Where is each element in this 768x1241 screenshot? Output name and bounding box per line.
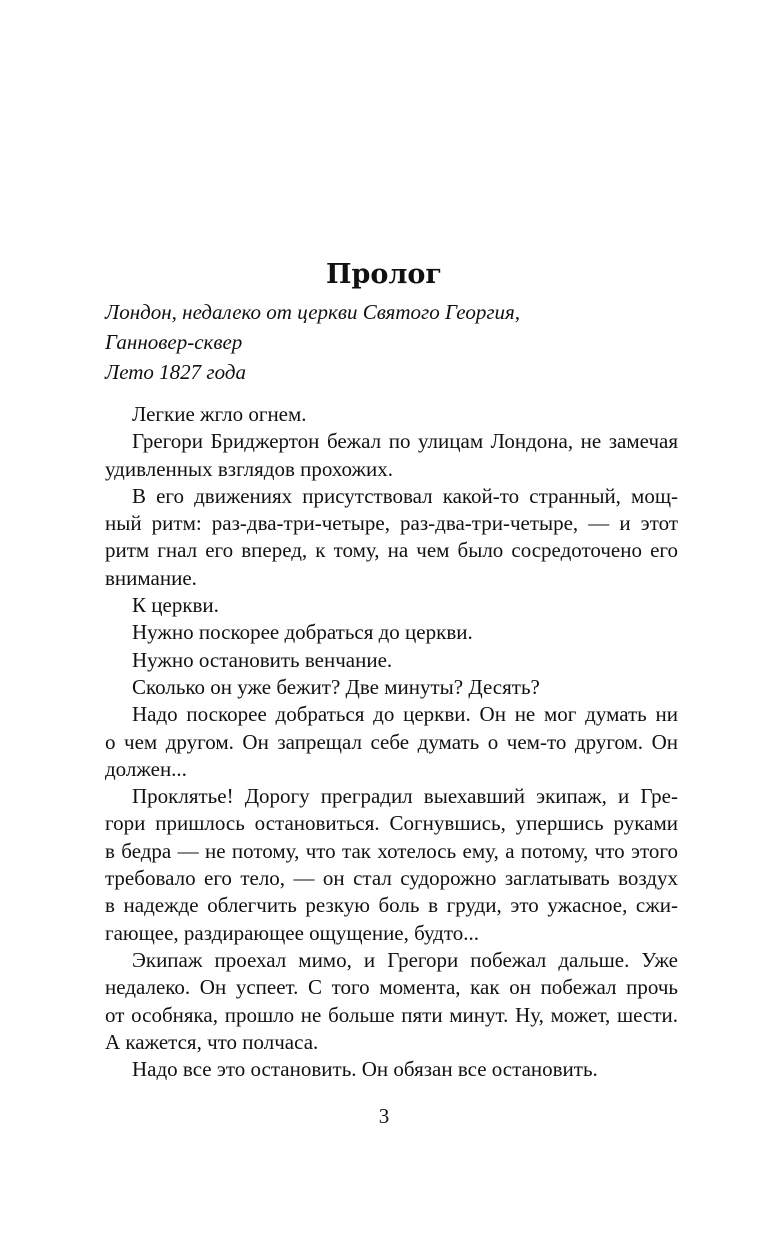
- text-line: удивленных взглядов прохожих.: [105, 456, 394, 481]
- text-line: Экипаж проехал мимо, и Грегори побежал дальше. Уже: [132, 947, 678, 972]
- text-line: должен...: [105, 756, 187, 781]
- epigraph-line: Ганновер-сквер: [105, 330, 243, 354]
- epigraph-line: Лето 1827 года: [105, 360, 246, 384]
- text-line: Надо все это остановить. Он обязан все остановить.: [132, 1057, 598, 1082]
- paragraph: [105, 619, 678, 646]
- paragraph: [105, 401, 678, 428]
- text-line: Грегори Бриджертон бежал по улицам Лондона, не замечая: [132, 429, 678, 454]
- paragraph: [105, 701, 678, 783]
- text-line: Проклятье! Дорогу преградил выехавший экипаж, и Гре-: [132, 784, 678, 809]
- paragraph: [105, 1056, 678, 1083]
- text-line: внимание.: [105, 565, 197, 590]
- text-line: ный ритм: раз-два-три-четыре, раз-два-три-четыре, — и этот: [105, 511, 678, 536]
- text-line: ритм гнал его вперед, к тому, на чем было сосредоточено его: [105, 538, 678, 563]
- epigraph: [105, 297, 665, 387]
- text-line: о чем другом. Он запрещал себе думать о чем-то другом. Он: [105, 729, 678, 754]
- paragraph: [105, 674, 678, 701]
- paragraph: [105, 647, 678, 674]
- text-line: Нужно остановить венчание.: [132, 647, 393, 672]
- paragraph: [105, 483, 678, 592]
- body-text: [105, 401, 678, 1083]
- text-line: в надежде облегчить резкую боль в груди, это ужасное, сжи-: [105, 893, 678, 918]
- text-line: Легкие жгло огнем.: [132, 402, 307, 426]
- text-line: от особняка, прошло не больше пяти минут. Ну, может, шести.: [105, 1002, 678, 1027]
- text-line: гающее, раздирающее ощущение, будто...: [105, 920, 480, 945]
- paragraph: [105, 428, 678, 483]
- text-line: А кажется, что полчаса.: [105, 1029, 319, 1054]
- epigraph-line: Лондон, недалеко от церкви Святого Георгия,: [105, 300, 521, 324]
- text-line: В его движениях присутствовал какой-то странный, мощ-: [132, 483, 678, 508]
- chapter-title: Пролог: [326, 259, 442, 290]
- text-line: гори пришлось остановиться. Согнувшись, упершись руками: [105, 811, 678, 836]
- paragraph: [105, 592, 678, 619]
- text-line: Надо поскорее добраться до церкви. Он не мог думать ни: [132, 702, 678, 727]
- text-line: К церкви.: [132, 593, 219, 618]
- text-line: недалеко. Он успеет. С того момента, как он побежал прочь: [105, 975, 678, 1000]
- page-number: 3: [378, 1104, 390, 1128]
- text-line: Нужно поскорее добраться до церкви.: [132, 620, 473, 645]
- text-line: в бедра — не потому, что так хотелось ему, а потому, что этого: [105, 838, 678, 863]
- paragraph: [105, 783, 678, 947]
- text-line: требовало его тело, — он стал судорожно заглатывать воздух: [105, 866, 678, 891]
- text-line: Сколько он уже бежит? Две минуты? Десять?: [132, 674, 540, 699]
- paragraph: [105, 947, 678, 1056]
